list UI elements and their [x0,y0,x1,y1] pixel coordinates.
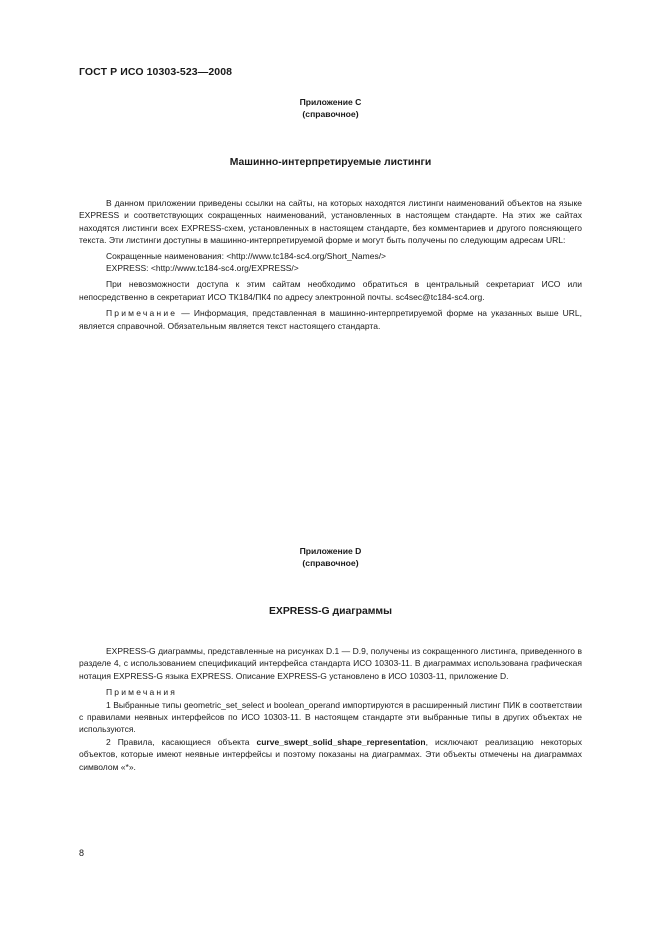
appendix-c-paragraph-2: При невозможности доступа к этим сайтам необходимо обратиться в центральный секретариат ИСО или непосредственно в секретариат ИСО ТК184/ПК4 по адресу электронной почты. sc4sec@tc184-sc4.org. [79,279,582,302]
appendix-c-paragraph-1: В данном приложении приведены ссылки на сайты, на которых находятся листинги наименований объектов на языке EXPRESS и соответствующих сокращенных наименований, установленных в настоящем стандарте. На этих же сайтах находятся листинги всех EXPRESS-схем, установленных в настоящем стандарте, без комментариев и другого поясняющего текста. Эти листинги доступны в машинно-интерпретируемой форме и могут быть получены по следующим адресам URL: [79,198,582,246]
appendix-c-label: Приложение С [299,97,362,107]
appendix-c-heading [79,96,582,120]
appendix-d-note-2: 2 Правила, касающиеся объекта curve_swept_solid_shape_representation, исключают реализацию некоторых объектов, которые имеют неявные интерфейсы и поэтому показаны на диаграммах. Эти объекты отмечены на диаграммах символом «*». [79,736,582,772]
page-number: 8 [79,848,85,858]
appendix-c-title: Машинно-интерпретируемые листинги [229,157,432,168]
appendix-d-paragraph-1: EXPRESS-G диаграммы, представленные на рисунках D.1 — D.9, получены из сокращенного листинга, приведенного в разделе 4, с использованием спецификаций интерфейса стандарта ИСО 10303-11. В диаграммах использована графическая нотация EXPRESS-G языка EXPRESS. Описание EXPRESS-G установлено в ИСО 10303-11, приложение D. [79,646,582,681]
appendix-d-body [79,645,582,773]
appendix-d-note-1: 1 Выбранные типы geometric_set_select и boolean_operand импортируются в расширенный листинг ПИК в соответствии с правилами неявных интерфейсов по ИСО 10303-11. В настоящем стандарте эти выбранные типы в других объектах не используются. [79,699,582,735]
appendix-c-body [79,197,582,332]
note-label: Примечание [106,308,178,319]
appendix-d-heading [79,545,582,569]
appendix-c-note [79,307,582,332]
url-express: EXPRESS: <http://www.tc184-sc4.org/EXPRESS/> [106,263,299,274]
appendix-d-title: EXPRESS-G диаграммы [269,606,392,617]
entity-name: curve_swept_solid_shape_representation [256,736,426,747]
url-short-names: Сокращенные наименования: <http://www.tc184-sc4.org/Short_Names/> [106,250,387,261]
appendix-d-notes-label: Примечания [106,687,178,698]
note-text: — Информация, представленная в машинно-интерпретируемой форме на указанных выше URL, является справочной. Обязательным является текст настоящего стандарта. [79,308,582,331]
appendix-d-label: Приложение D [299,546,362,556]
appendix-d-type: (справочное) [302,558,359,568]
document-header: ГОСТ Р ИСО 10303-523—2008 [79,66,233,78]
appendix-c-type: (справочное) [302,109,359,119]
